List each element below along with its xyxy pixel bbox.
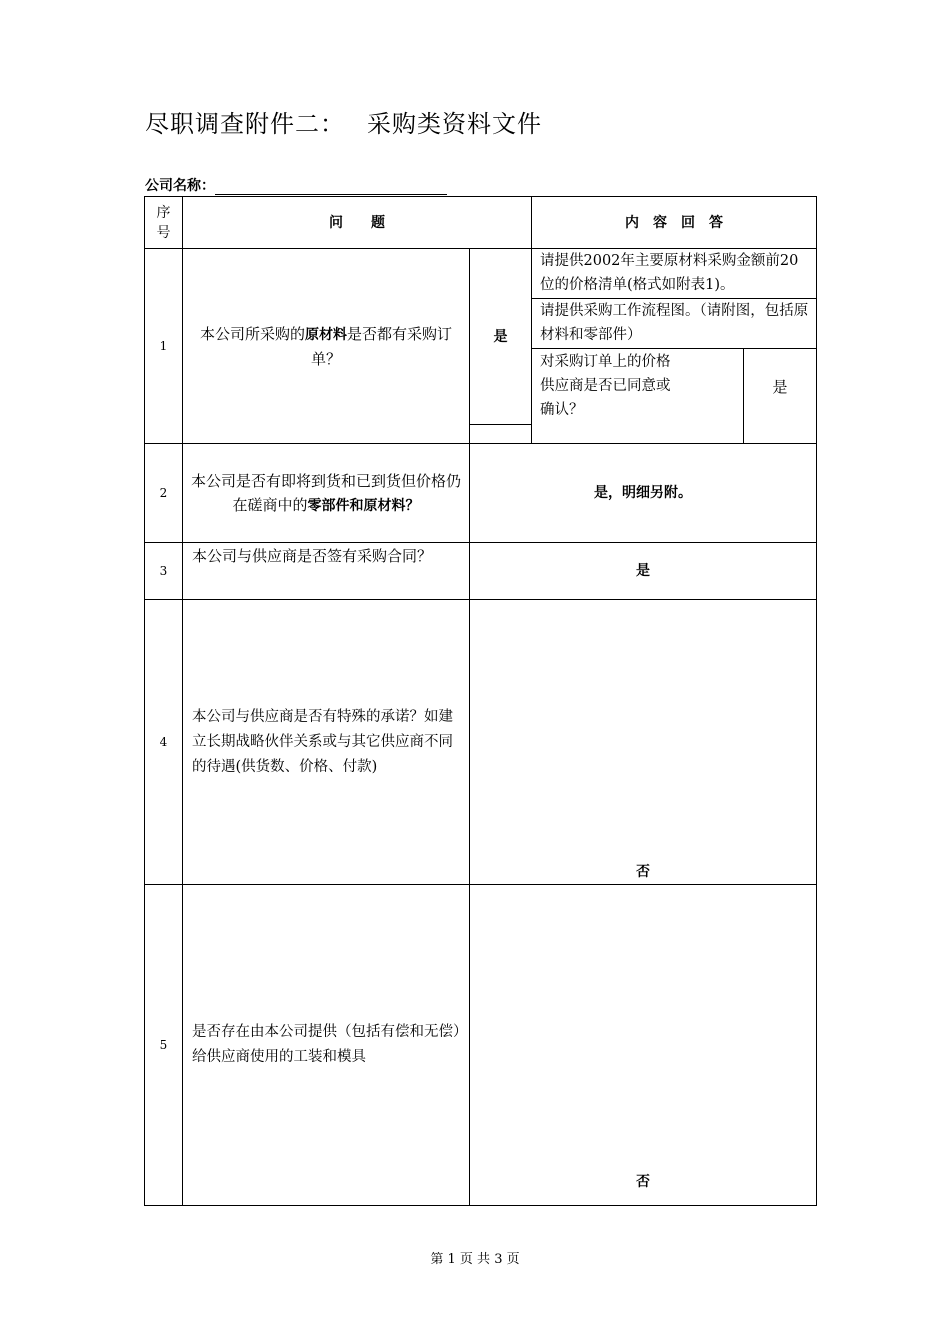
row-2-question: 本公司是否有即将到货和已到货但价格仍在磋商中的零部件和原材料？ [190, 471, 461, 514]
row-3-number: 3 [159, 564, 168, 578]
company-name-label: 公司名称： [145, 178, 215, 194]
row-1-sub-item-3: 对采购订单上的价格供应商是否已同意或确认？ [540, 354, 671, 418]
header-question: 问 题 [329, 214, 385, 231]
row-5-answer: 否 [636, 1174, 650, 1190]
page-footer: 第 1 页 共 3 页 [430, 1252, 520, 1267]
row-4-answer: 否 [636, 864, 650, 880]
row-3-question: 本公司与供应商是否签有采购合同？ [192, 547, 433, 565]
row-1-number: 1 [159, 339, 168, 353]
row-1-sub-answer: 是 [772, 378, 788, 396]
row-4-number: 4 [159, 735, 168, 749]
header-seq: 序 号 [156, 204, 171, 241]
row-3-answer: 是 [636, 563, 650, 579]
header-answer: 内 容 回 答 [625, 214, 723, 231]
row-2-answer: 是，明细另附。 [594, 485, 692, 501]
row-2-number: 2 [159, 486, 168, 500]
row-1-mark: 是 [493, 328, 508, 345]
page-title: 尽职调查附件二： 采购类资料文件 [145, 110, 542, 138]
row-4-question: 本公司与供应商是否有特殊的承诺？如建立长期战略伙伴关系或与其它供应商不同的待遇(供货数、价格、付款) [192, 709, 453, 775]
row-1-sub-item-2: 请提供采购工作流程图。（请附图，包括原材料和零部件） [540, 303, 809, 343]
row-5-number: 5 [159, 1038, 168, 1052]
row-1-question: 本公司所采购的原材料是否都有采购订单？ [199, 324, 453, 368]
row-1-sub-item-1: 请提供2002年主要原材料采购金额前20位的价格清单(格式如附表1)。 [540, 253, 799, 293]
row-5-question: 是否存在由本公司提供（包括有偿和无偿）给供应商使用的工装和模具 [192, 1024, 461, 1065]
